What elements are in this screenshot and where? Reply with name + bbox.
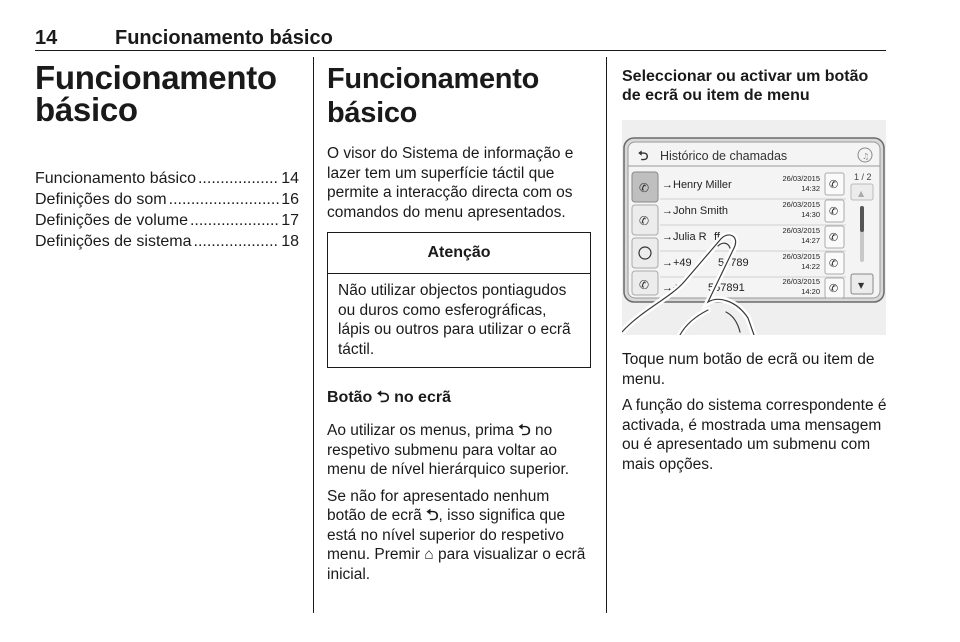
scrollbar-thumb[interactable] (860, 206, 864, 232)
back-arrow-icon: ⮌ (376, 389, 390, 406)
screen-title: Histórico de chamadas (660, 149, 788, 163)
chapter-contents (35, 59, 299, 254)
section-select-button (622, 67, 888, 474)
phone-icon: ✆ (829, 282, 839, 295)
svg-text:56789: 56789 (718, 257, 749, 269)
function-paragraph: A função do sistema correspondente é activada, é mostrada uma mensagem ou é apresentado um submenu com mais opções. (622, 397, 887, 473)
toc-entry[interactable]: Definições do som ..... 16 (35, 191, 299, 212)
touch-paragraph: Toque num botão de ecrã ou item de menu. (622, 351, 875, 388)
phone-icon: ✆ (829, 205, 839, 218)
svg-text:14:20: 14:20 (801, 287, 820, 296)
svg-text:26/03/2015: 26/03/2015 (782, 200, 820, 209)
phone-icon: ✆ (829, 231, 839, 244)
svg-text:→+49: →+49 (662, 257, 692, 269)
svg-text:14:27: 14:27 (801, 236, 820, 245)
phone-icon: ✆ (829, 257, 839, 270)
svg-text:▲: ▲ (858, 189, 865, 198)
back-arrow-icon[interactable]: ⮌ (638, 149, 649, 164)
section-title: Funcionamento básico (327, 63, 539, 129)
table-of-contents (35, 170, 299, 254)
svg-text:♫: ♫ (862, 152, 870, 161)
svg-text:26/03/2015: 26/03/2015 (782, 174, 820, 183)
touchscreen-illustration (622, 120, 886, 335)
svg-text:567891: 567891 (708, 282, 745, 294)
svg-text:→John Smith: →John Smith (662, 205, 729, 217)
svg-text:14:32: 14:32 (801, 184, 820, 193)
toc-entry[interactable]: Funcionamento básico ..... 14 (35, 170, 299, 191)
svg-text:14:30: 14:30 (801, 210, 820, 219)
header-rule (35, 50, 886, 51)
svg-text:26/03/2015: 26/03/2015 (782, 252, 820, 261)
svg-text:14:22: 14:22 (801, 262, 820, 271)
svg-text:→Henry Miller: →Henry Miller (662, 179, 732, 191)
caution-box (327, 232, 591, 368)
svg-text:→+: →+ (662, 282, 680, 294)
svg-text:✆: ✆ (639, 278, 650, 292)
svg-text:✆: ✆ (639, 181, 650, 195)
toc-entry[interactable]: Definições de sistema ..... 18 (35, 233, 299, 254)
page-indicator: 1 / 2 (854, 172, 872, 182)
toc-entry[interactable]: Definições de volume ..... 17 (35, 212, 299, 233)
page-number: 14 (35, 27, 58, 49)
home-icon: ⌂ (424, 546, 434, 563)
svg-text:✆: ✆ (639, 214, 650, 228)
home-paragraph: Se não for apresentado nenhum botão de ecrã ⮌, isso significa que está no nível superior do respetivo menu. Premir ⌂ para visualizar o ecrã inicial. (327, 487, 586, 583)
subsection-title: Seleccionar ou activar um botão de ecrã ou item de menu (622, 68, 869, 104)
svg-text:26/03/2015: 26/03/2015 (782, 226, 820, 235)
running-header: Funcionamento básico (115, 27, 333, 49)
back-arrow-icon: ⮌ (426, 507, 439, 524)
section-basic-operation (327, 62, 591, 584)
back-arrow-icon: ⮌ (518, 422, 531, 439)
side-tabs (632, 172, 658, 295)
back-paragraph: Ao utilizar os menus, prima ⮌ no respetivo submenu para voltar ao menu de nível hierárquico superior. (327, 422, 570, 478)
contacts-tab[interactable] (632, 238, 658, 268)
chapter-title: Funcionamento básico (35, 59, 277, 128)
back-button-heading: Botão ⮌ no ecrã (327, 389, 451, 406)
svg-text:→Julia R: →Julia R (662, 231, 707, 243)
intro-paragraph: O visor do Sistema de informação e lazer tem um superfície táctil que permite a interacção directa com os comandos do menu apresentados. (327, 145, 574, 221)
phone-icon: ✆ (829, 178, 839, 191)
svg-text:26/03/2015: 26/03/2015 (782, 277, 820, 286)
svg-text:ff: ff (714, 231, 720, 243)
column-divider (313, 57, 314, 613)
caution-heading: Atenção (328, 233, 590, 274)
svg-text:▼: ▼ (858, 281, 865, 290)
column-divider (606, 57, 607, 613)
caution-text: Não utilizar objectos pontiagudos ou duros como esferográficas, lápis ou outros para utilizar o ecrã táctil. (338, 282, 571, 358)
